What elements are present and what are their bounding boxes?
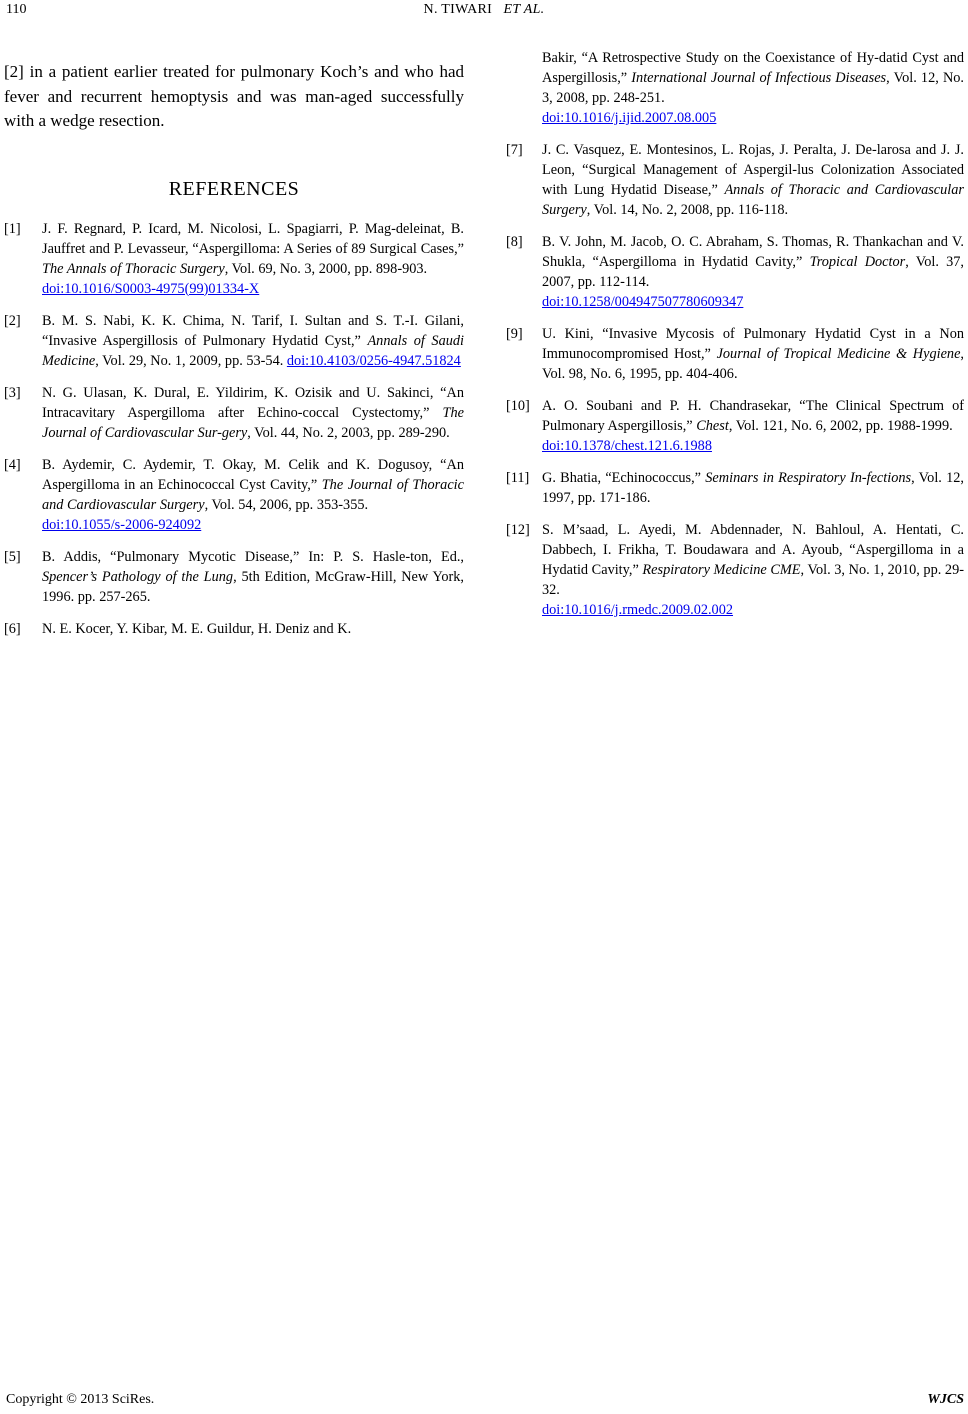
reference-label: [8] [506,234,523,250]
reference-journal: The Journal of Cardiovascular Sur-gery [42,404,464,441]
reference-text: J. F. Regnard, P. Icard, M. Nicolosi, L. Spagiarri, P. Mag-deleinat, B. Jauffret and P. Levasseur, “Aspergilloma: A Series of 89 Surgical Cases,” [42,220,464,257]
intro-paragraph: [2] in a patient earlier treated for pulmonary Koch’s and who had fever and recurrent hemoptysis and was man-aged successfully with a wedge resection. [4,62,464,130]
reference-details: , Vol. 54, 2006, pp. 353-355. [204,496,369,513]
reference-text: G. Bhatia, “Echinococcus,” [542,470,706,486]
reference-label: [6] [4,620,21,637]
reference-label: [3] [4,384,21,401]
reference-journal: The Annals of Thoracic Surgery [42,260,225,277]
reference-text: N. E. Kocer, Y. Kibar, M. E. Guildur, H. Deniz and K. [42,620,352,637]
reference-label: [7] [506,142,523,158]
reference-item [506,520,964,620]
ref6-post: , Vol. 12, No. 3, 2008, pp. 248-251. [542,70,964,106]
reference-item [506,396,964,456]
reference-body [42,219,464,299]
reference-item [4,547,464,607]
reference-details: , Vol. 98, No. 6, 1995, pp. 404-406. [542,346,964,382]
reference-label: [9] [506,326,523,342]
reference-body [42,547,464,607]
reference-item [4,311,464,371]
reference-body [542,520,964,620]
reference-text: B. V. John, M. Jacob, O. C. Abraham, S. Thomas, R. Thankachan and V. Shukla, “Aspergilloma in Hydatid Cavity,” [542,234,964,270]
running-head-author: N. TIWARI [423,2,493,17]
reference-details: , Vol. 14, No. 2, 2008, pp. 116-118. [586,202,789,218]
ref6-text: Bakir, “A Retrospective Study on the Coexistance of Hy-datid Cyst and Aspergillosis,” [542,50,964,86]
reference-body [42,619,464,639]
reference-body [542,140,964,220]
reference-journal: Annals of Thoracic and Cardiovascular Surgery [542,182,964,218]
reference-label: [12] [506,522,530,538]
reference-text: N. G. Ulasan, K. Dural, E. Yildirim, K. Ozisik and U. Sakinci, “An Intracavitary Aspergilloma after Echino-coccal Cystectomy,” [42,384,464,421]
page-footer [6,1392,964,1408]
reference-item [4,619,464,639]
reference-text: B. Addis, “Pulmonary Mycotic Disease,” In: P. S. Hasle-ton, Ed., [42,548,464,565]
ref6-journal: International Journal of Infectious Diseases [631,70,887,86]
references-list-right [506,140,964,620]
reference-journal: Respiratory Medicine CME [642,562,801,578]
reference-text: B. M. S. Nabi, K. K. Chima, N. Tarif, I. Sultan and S. T.-I. Gilani, “Invasive Aspergillosis of Pulmonary Hydatid Cyst,” [42,312,464,349]
reference-item [506,140,964,220]
reference-item [506,324,964,384]
reference-text: S. M’saad, L. Ayedi, M. Abdennader, N. Bahloul, A. Hentati, C. Dabbech, I. Frikha, T. Boudawara and A. Ayoub, “Aspergilloma in a Hydatid Cavity,” [542,522,964,578]
reference-details: , Vol. 12, 1997, pp. 171-186. [542,470,965,506]
reference-label: [4] [4,456,21,473]
reference-body [542,324,964,384]
reference-journal: Tropical Doctor [809,254,906,270]
reference-6-continuation [542,48,964,128]
reference-details: , Vol. 29, No. 1, 2009, pp. 53-54. [95,352,287,369]
reference-doi-link[interactable]: doi:10.4103/0256-4947.51824 [286,352,461,369]
reference-details: , Vol. 3, No. 1, 2010, pp. 29-32. [542,562,964,598]
reference-details: , 5th Edition, McGraw-Hill, New York, 1996. pp. 257-265. [42,568,465,605]
reference-body [542,396,964,456]
reference-label: [11] [506,470,530,486]
reference-text: U. Kini, “Invasive Mycosis of Pulmonary Hydatid Cyst in a Non Immunocompromised Host,” [542,326,964,362]
reference-doi-link[interactable]: doi:10.1055/s-2006-924092 [42,516,202,533]
right-column [506,48,964,632]
reference-label: [10] [506,398,530,414]
reference-journal: The Journal of Thoracic and Cardiovascular Surgery [42,476,464,513]
reference-journal: Chest [696,418,729,434]
reference-item [506,468,964,508]
reference-journal: Annals of Saudi Medicine [42,332,464,369]
reference-text: J. C. Vasquez, E. Montesinos, L. Rojas, J. Peralta, J. De-larosa and J. J. Leon, “Surgical Management of Aspergil-lus Colonization Associated with Lung Hydatid Disease,” [542,142,964,198]
reference-item [506,232,964,312]
reference-doi-link[interactable]: doi:10.1258/004947507780609347 [542,294,744,310]
reference-body [542,468,964,508]
reference-label: [1] [4,220,21,237]
reference-journal: Seminars in Respiratory In-fections [705,470,912,486]
left-column [4,50,464,651]
page-number: 110 [6,2,27,17]
running-head [0,2,968,18]
reference-journal: Spencer’s Pathology of the Lung [42,568,234,585]
footer-copyright: Copyright © 2013 SciRes. [6,1392,155,1407]
reference-body [42,383,464,443]
reference-item [4,383,464,443]
reference-item [4,455,464,535]
references-list-left [4,219,464,639]
page-header [0,0,968,24]
reference-item [4,219,464,299]
reference-label: [5] [4,548,21,565]
reference-doi-link[interactable]: doi:10.1378/chest.121.6.1988 [542,438,712,454]
reference-body [42,455,464,535]
reference-journal: Journal of Tropical Medicine & Hygiene [716,346,961,362]
reference-label: [2] [4,312,21,329]
reference-body [542,232,964,312]
running-head-etal: ET AL. [503,2,545,17]
footer-journal: WJCS [927,1392,964,1407]
reference-text: B. Aydemir, C. Aydemir, T. Okay, M. Celik and K. Dogusoy, “An Aspergilloma in an Echinococcal Cyst Cavity,” [42,456,464,493]
reference-doi-link[interactable]: doi:10.1016/j.rmedc.2009.02.002 [542,602,734,618]
ref6-doi-link[interactable]: doi:10.1016/j.ijid.2007.08.005 [542,110,717,126]
reference-text: A. O. Soubani and P. H. Chandrasekar, “The Clinical Spectrum of Pulmonary Aspergillosis,” [542,398,964,434]
reference-details: , Vol. 37, 2007, pp. 112-114. [542,254,965,290]
reference-details: , Vol. 69, No. 3, 2000, pp. 898-903. [224,260,428,277]
reference-body [42,311,464,371]
reference-details: , Vol. 121, No. 6, 2002, pp. 1988-1999. [728,418,953,434]
reference-details: , Vol. 44, No. 2, 2003, pp. 289-290. [247,424,450,441]
references-heading: REFERENCES [168,177,300,200]
reference-doi-link[interactable]: doi:10.1016/S0003-4975(99)01334-X [42,280,260,297]
